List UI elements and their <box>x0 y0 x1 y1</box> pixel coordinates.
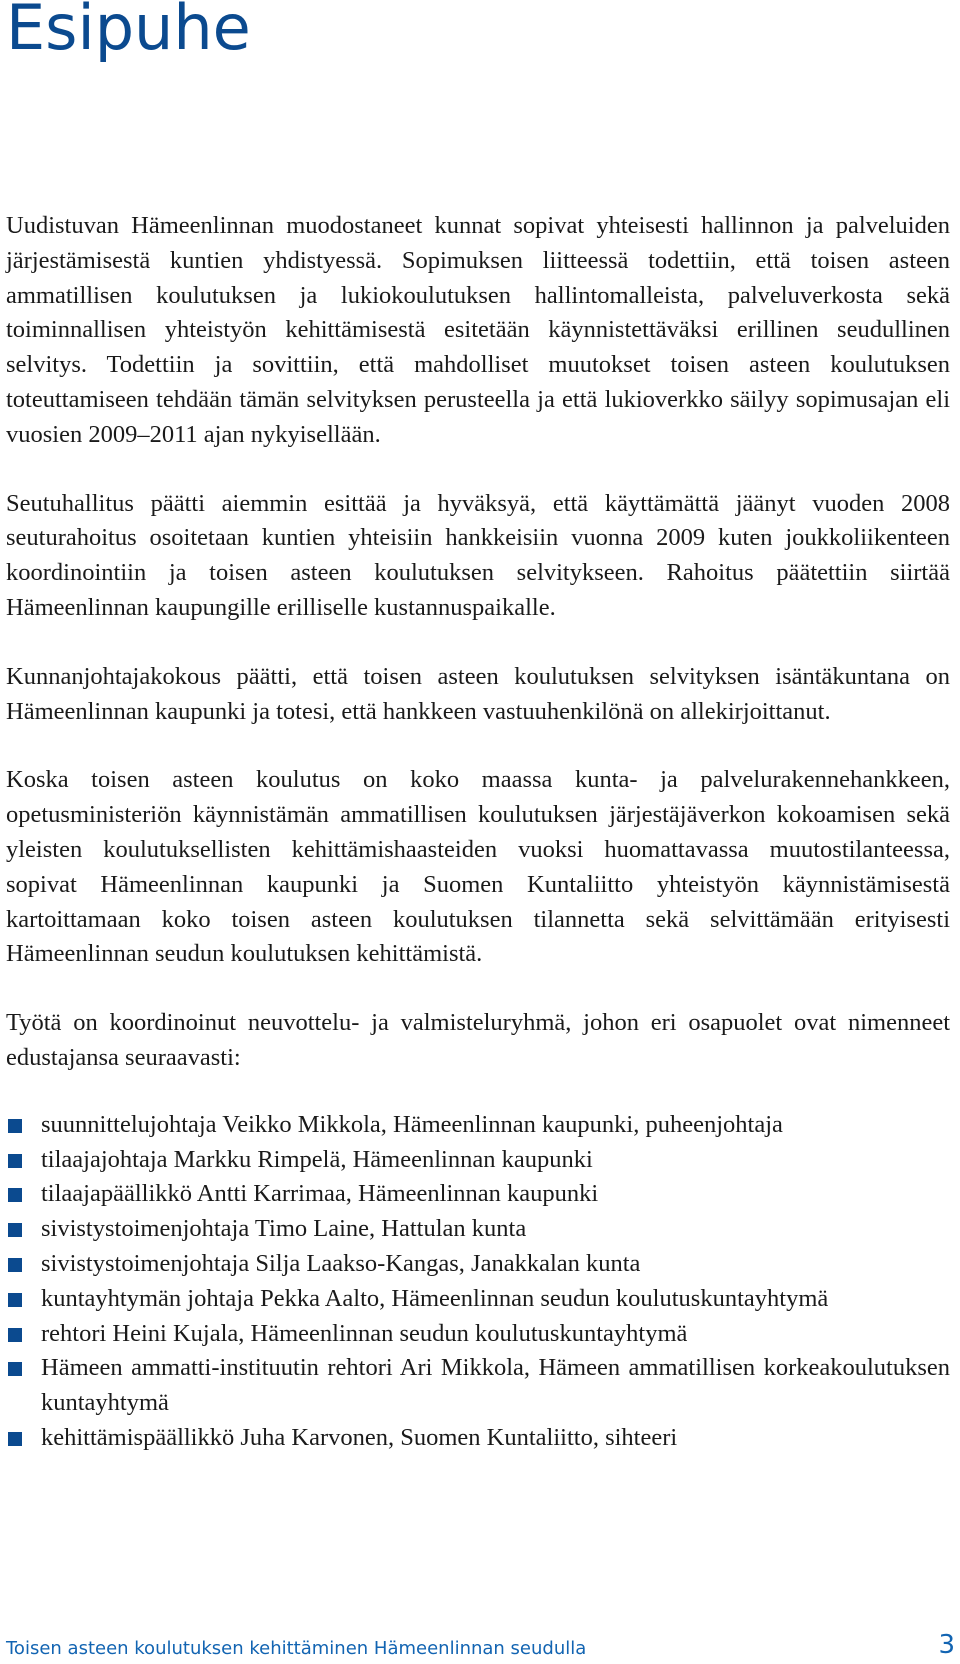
list-item <box>6 1351 950 1421</box>
list-item <box>6 1177 950 1212</box>
list-item-text: Hämeen ammatti-instituutin rehtori Ari Mikkola, Hämeen ammatillisen korkeakoulutuksen kuntayhtymä <box>41 1354 950 1417</box>
list-item <box>6 1421 950 1456</box>
square-bullet-icon <box>8 1362 22 1376</box>
member-list <box>6 1108 950 1456</box>
paragraph-4: Koska toisen asteen koulutus on koko maassa kunta- ja palvelurakennehankkeen, opetusministeriön käynnistämän ammatillisen koulutuksen järjestäjäverkon kokoamisen sekä yleisten koulutuksellisten kehittämishaasteiden vuoksi huomattavassa muutostilanteessa, sopivat Hämeenlinnan kaupunki ja Suomen Kuntaliitto yhteistyön käynnistämisestä kartoittamaan koko toisen asteen koulutuksen tilannetta sekä selvittämään erityisesti Hämeenlinnan seudun koulutuksen kehittämistä. <box>6 766 950 968</box>
square-bullet-icon <box>8 1154 22 1168</box>
paragraph-1: Uudistuvan Hämeenlinnan muodostaneet kunnat sopivat yhteisesti hallinnon ja palveluiden järjestämisestä kuntien yhdistyessä. Sopimuksen liitteessä todettiin, että toisen asteen ammatillisen koulutuksen ja lukiokoulutuksen hallintomalleista, palveluverkosta sekä toiminnallisen yhteistyön kehittämisestä esitetään käynnistettäväksi erillinen seudullinen selvitys. Todettiin ja sovittiin, että mahdolliset muutokset toisen asteen koulutuksen toteuttamiseen tehdään tämän selvityksen perusteella ja että lukioverkko säilyy sopimusajan eli vuosien 2009–2011 ajan nykyisellään. <box>6 212 950 448</box>
list-item <box>6 1282 950 1317</box>
list-item-text: tilaajajohtaja Markku Rimpelä, Hämeenlinnan kaupunki <box>41 1145 593 1173</box>
list-item-text: sivistystoimenjohtaja Silja Laakso-Kangas, Janakkalan kunta <box>41 1249 641 1277</box>
paragraph-3: Kunnanjohtajakokous päätti, että toisen asteen koulutuksen selvityksen isäntäkuntana on Hämeenlinnan kaupunki ja totesi, että hankkeen vastuuhenkilönä on allekirjoittanut. <box>6 662 950 725</box>
list-item-text: kehittämispäällikkö Juha Karvonen, Suomen Kuntaliitto, sihteeri <box>41 1423 678 1451</box>
list-item <box>6 1317 950 1352</box>
page-number: 3 <box>938 1630 955 1660</box>
square-bullet-icon <box>8 1432 22 1446</box>
footer-title: Toisen asteen koulutuksen kehittäminen Hämeenlinnan seudulla <box>6 1638 587 1659</box>
page-footer <box>0 1628 955 1664</box>
list-item-text: kuntayhtymän johtaja Pekka Aalto, Hämeenlinnan seudun koulutuskuntayhtymä <box>41 1284 829 1312</box>
paragraph-2: Seutuhallitus päätti aiemmin esittää ja hyväksyä, että käyttämättä jäänyt vuoden 2008 seuturahoitus osoitetaan kuntien yhteisiin hankkeisiin vuonna 2009 kuten joukkoliikenteen koordinointiin ja toisen asteen koulutuksen selvitykseen. Rahoitus päätettiin siirtää Hämeenlinnan kaupungille erilliselle kustannuspaikalle. <box>6 489 950 621</box>
list-item-text: sivistystoimenjohtaja Timo Laine, Hattulan kunta <box>41 1215 527 1243</box>
list-item <box>6 1108 950 1143</box>
list-item-text: tilaajapäällikkö Antti Karrimaa, Hämeenlinnan kaupunki <box>41 1180 599 1208</box>
list-item-text: rehtori Heini Kujala, Hämeenlinnan seudun koulutuskuntayhtymä <box>41 1319 688 1347</box>
square-bullet-icon <box>8 1328 22 1342</box>
square-bullet-icon <box>8 1188 22 1202</box>
document-body <box>6 209 950 1456</box>
paragraph-5: Työtä on koordinoinut neuvottelu- ja valmisteluryhmä, johon eri osapuolet ovat nimenneet edustajansa seuraavasti: <box>6 1009 950 1071</box>
square-bullet-icon <box>8 1223 22 1237</box>
square-bullet-icon <box>8 1293 22 1307</box>
square-bullet-icon <box>8 1119 22 1133</box>
list-item-text: suunnittelujohtaja Veikko Mikkola, Hämeenlinnan kaupunki, puheenjohtaja <box>41 1110 783 1138</box>
list-item <box>6 1143 950 1178</box>
page-title: Esipuhe <box>6 0 251 64</box>
square-bullet-icon <box>8 1258 22 1272</box>
list-item <box>6 1212 950 1247</box>
list-item <box>6 1247 950 1282</box>
